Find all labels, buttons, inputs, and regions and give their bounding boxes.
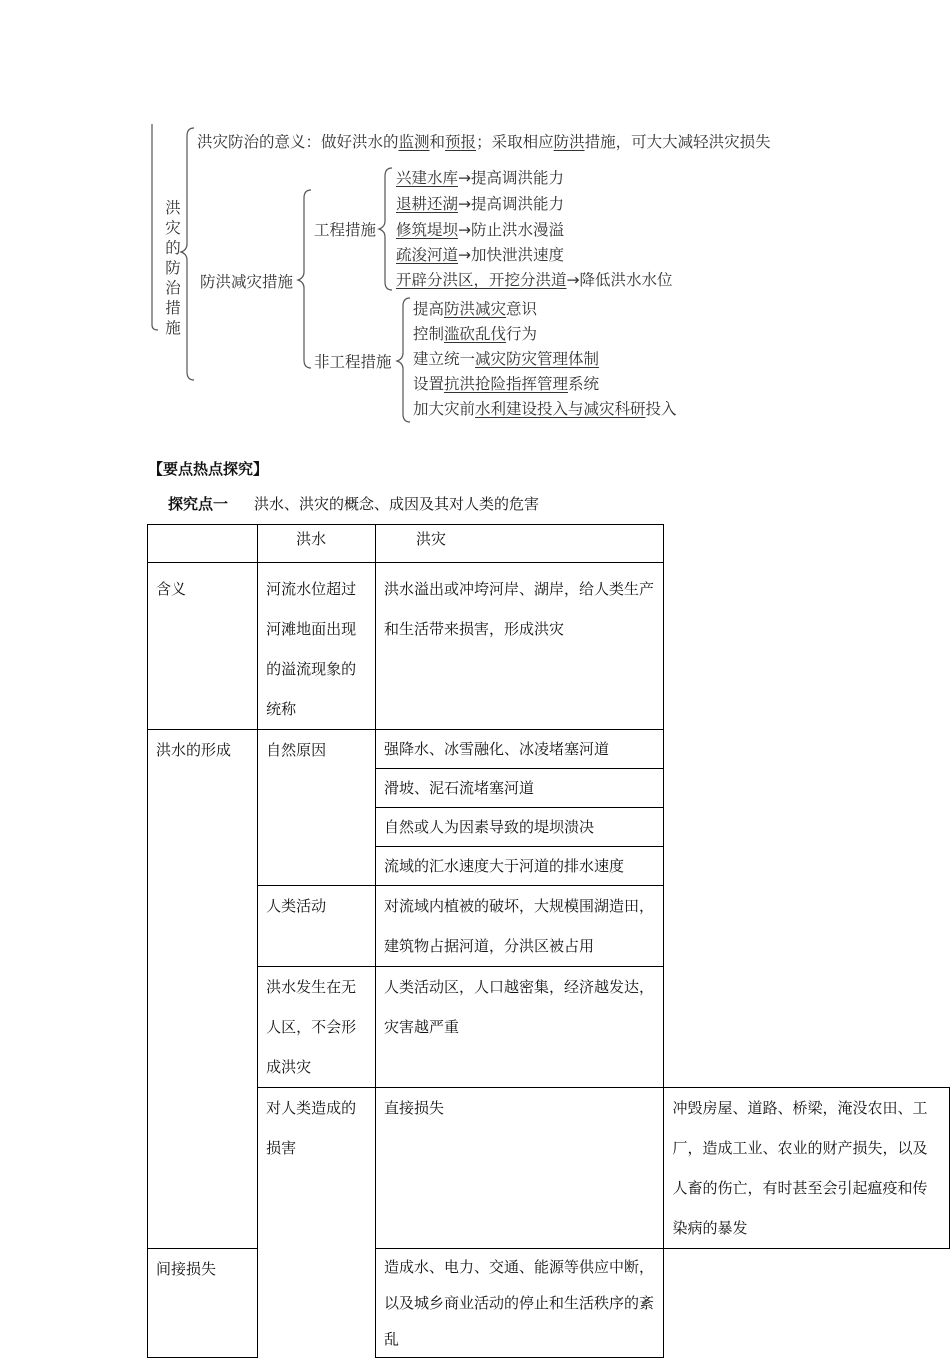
subsection-label: 探究点一 [168,495,229,513]
nonengineering-item: 控制滥砍乱伐行为 [413,325,538,343]
engineering-brace [379,168,392,290]
engineering-item: 兴建水库→提高调洪能力 [396,169,565,187]
engineering-label: 工程措施 [314,221,377,239]
table-row [148,563,950,730]
engineering-item: 退耕还湖→提高调洪能力 [396,195,565,213]
cell-direct-loss-text: 冲毁房屋、道路、桥梁，淹没农田、工厂，造成工业、农业的财产损失，以及人畜的伤亡，有时甚至会引起瘟疫和传染病的暴发 [664,1088,950,1249]
cell-human-activity-text: 对流域内植被的破坏，大规模围湖造田，建筑物占据河道，分洪区被占用 [376,886,664,967]
header-empty-cell [148,525,258,563]
subsection-heading [168,493,539,514]
engineering-item: 疏浚河道→加快泄洪速度 [396,246,565,264]
cell-human-activity: 人类活动 [258,886,376,967]
mindmap-root-label: 洪灾的防治措施 [165,199,181,337]
row-label-harm: 对人类造成的损害 [258,1088,376,1358]
engineering-item: 修筑堤坝→防止洪水漫溢 [396,221,565,239]
flood-table [147,524,950,1358]
root-bracket [152,124,158,330]
cell-flood-meaning: 河流水位超过河滩地面出现的溢流现象的统称 [258,563,376,730]
cell-indirect-loss-text: 造成水、电力、交通、能源等供应中断，以及城乡商业活动的停止和生活秩序的紊乱 [376,1249,664,1358]
nonengineering-label: 非工程措施 [314,353,392,371]
cell-natural-item: 自然或人为因素导致的堤坝溃决 [376,808,664,847]
cell-natural-item: 滑坡、泥石流堵塞河道 [376,769,664,808]
nonengineering-item: 设置抗洪抢险指挥管理系统 [413,375,600,393]
cell-direct-loss: 直接损失 [376,1088,664,1249]
table-row [148,1088,950,1249]
nonengineering-item: 提高防洪减灾意识 [413,300,538,318]
section-title: 【要点热点探究】 [148,460,269,478]
cell-no-people: 洪水发生在无人区，不会形成洪灾 [258,967,376,1088]
row-label-meaning: 含义 [148,563,258,730]
cell-indirect-loss: 间接损失 [148,1249,258,1358]
table-header-row [148,525,950,563]
nonengineering-item: 建立统一减灾防灾管理体制 [413,350,600,368]
header-flood-cell: 洪水 [258,525,376,563]
nonengineering-item: 加大灾前水利建设投入与减灾科研投入 [413,400,677,418]
table-row [148,730,950,769]
subsection-title: 洪水、洪灾的概念、成因及其对人类的危害 [254,495,540,513]
table-row [148,967,950,1088]
nonengineering-brace [397,298,410,422]
measures-label: 防洪减灾措施 [200,273,294,291]
cell-natural-item: 强降水、冰雪融化、冰凌堵塞河道 [376,730,664,769]
significance-line: 洪灾防治的意义：做好洪水的监测和预报；采取相应防洪措施，可大大减轻洪灾损失 [197,133,771,151]
cell-no-people-text: 人类活动区，人口越密集，经济越发达，灾害越严重 [376,967,664,1088]
table-row [148,886,950,967]
cell-natural-item: 流域的汇水速度大于河道的排水速度 [376,847,664,886]
measures-brace [298,190,311,368]
row-label-formation: 洪水的形成 [148,730,258,1249]
engineering-item: 开辟分洪区，开挖分洪道→降低洪水水位 [396,271,673,289]
cell-disaster-meaning: 洪水溢出或冲垮河岸、湖岸，给人类生产和生活带来损害，形成洪灾 [376,563,664,730]
cell-natural-cause: 自然原因 [258,730,376,886]
header-disaster-cell: 洪灾 [376,525,664,563]
